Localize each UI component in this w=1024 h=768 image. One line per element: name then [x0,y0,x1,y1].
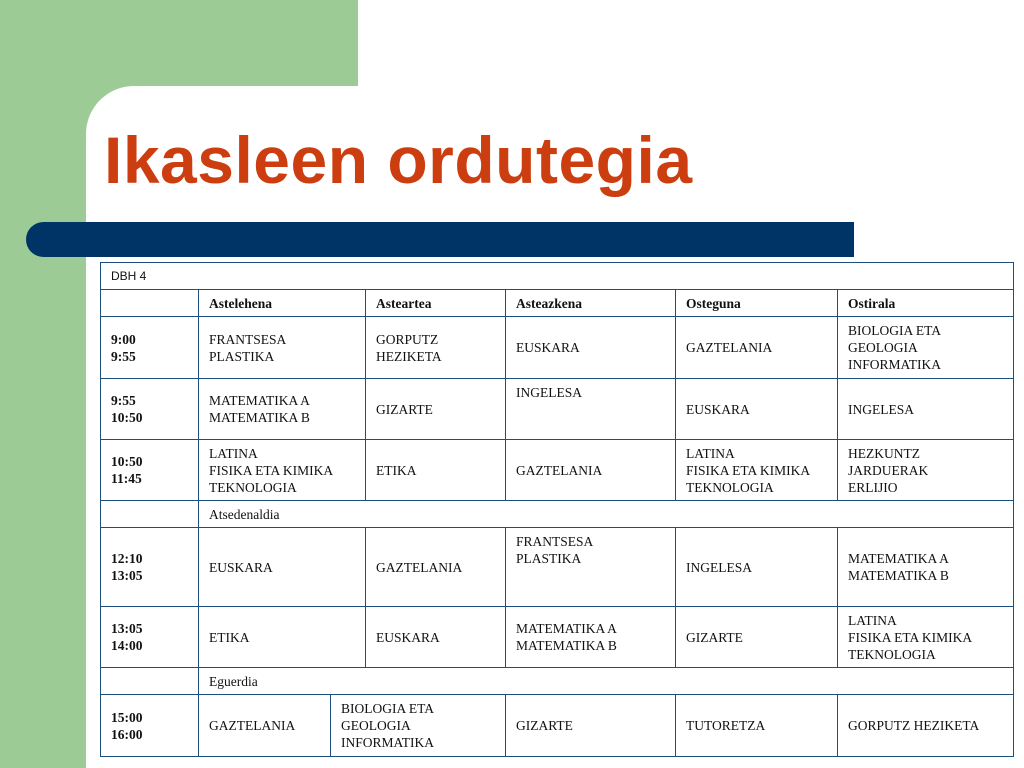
time-cell [101,695,199,757]
cell-line: FRANTSESA [209,331,287,347]
table-row [101,695,1014,757]
subject-cell [199,379,366,440]
cell-line: 16:00 [111,726,143,742]
subject-cell [506,695,676,757]
cell-line: INGELESA [516,385,582,400]
subject-cell [838,317,1014,379]
cell-line: GORPUTZ HEZIKETA [848,718,980,733]
cell-line: LATINA [209,445,258,461]
cell-line: 14:00 [111,638,143,653]
subject-cell [506,607,676,668]
cell-line: EUSKARA [376,629,440,645]
subject-cell [676,695,838,757]
cell-line: GAZTELANIA [376,559,463,575]
title-underline-bar [26,222,854,257]
cell-line: EUSKARA [516,340,580,355]
cell-line: GAZTELANIA [209,718,296,733]
time-cell [101,607,199,668]
time-cell [101,317,199,379]
cell-line: INGELESA [848,401,914,417]
subject-cell [366,607,506,668]
subject-cell [366,440,506,501]
cell-line: 15:00 [111,709,143,725]
cell-line: INFORMATIKA [341,735,435,750]
subject-cell [506,317,676,379]
cell-line: FISIKA ETA KIMIKA [848,629,973,645]
cell-line: LATINA [686,445,735,461]
cell-line: TUTORETZA [686,718,766,733]
grade-row [101,263,1014,290]
day-header: Asteartea [366,290,506,317]
subject-cell [676,607,838,668]
subject-cell [506,379,676,440]
subject-cell [199,528,366,607]
cell-line: EUSKARA [686,401,750,417]
cell-line: GAZTELANIA [686,340,773,355]
cell-line: JARDUERAK [848,462,929,478]
cell-line: 9:55 [111,393,136,408]
break-row [101,501,1014,528]
subject-cell [199,317,366,379]
cell-line: ERLIJIO [848,479,898,495]
cell-line: INGELESA [686,559,752,575]
cell-line: TEKNOLOGIA [686,479,774,495]
cell-line: BIOLOGIA ETA [341,701,435,716]
cell-line: PLASTIKA [209,348,275,364]
subject-cell [676,379,838,440]
cell-line: INFORMATIKA [848,357,942,372]
cell-line: GIZARTE [376,401,433,417]
cell-line: 13:05 [111,568,143,583]
header-empty-cell [101,290,199,317]
cell-line: 9:00 [111,331,136,347]
subject-cell [366,379,506,440]
cell-line: FISIKA ETA KIMIKA [209,462,334,478]
subject-cell [676,440,838,501]
time-cell [101,440,199,501]
cell-line: 9:55 [111,348,136,364]
subject-cell [676,317,838,379]
cell-line: HEZIKETA [376,348,442,364]
day-header: Asteazkena [506,290,676,317]
subject-cell [838,607,1014,668]
cell-line: HEZKUNTZ [848,445,920,461]
cell-line: LATINA [848,612,897,628]
cell-line: MATEMATIKA B [209,410,310,425]
break-empty-cell [101,501,199,528]
cell-line: MATEMATIKA A [516,621,617,636]
table-row [101,607,1014,668]
subject-cell [199,440,366,501]
subject-cell [506,528,676,607]
cell-line: 12:10 [111,551,143,566]
subject-cell [506,440,676,501]
cell-line: 11:45 [111,471,142,486]
day-header: Ostirala [838,290,1014,317]
table-row [101,528,1014,607]
subject-cell [331,695,506,757]
cell-line: GORPUTZ [376,331,439,347]
cell-line: EUSKARA [209,559,273,575]
cell-line: ETIKA [376,462,417,478]
cell-line: GAZTELANIA [516,462,603,478]
day-header: Astelehena [199,290,366,317]
cell-line: GIZARTE [686,629,743,645]
subject-cell [366,317,506,379]
subject-cell [366,528,506,607]
cell-line: BIOLOGIA ETA [848,323,942,338]
cell-line: GEOLOGIA [848,340,918,355]
lunch-label: Eguerdia [199,668,1014,695]
cell-line: TEKNOLOGIA [848,646,936,662]
header-row [101,290,1014,317]
cell-line: GIZARTE [516,718,573,733]
time-cell [101,379,199,440]
cell-line: TEKNOLOGIA [209,479,297,495]
subject-cell [838,528,1014,607]
time-cell [101,528,199,607]
break-label: Atsedenaldia [199,501,1014,528]
subject-cell [838,440,1014,501]
cell-line: 10:50 [111,410,143,425]
subject-cell [199,607,366,668]
cell-line: 10:50 [111,454,143,469]
cell-line: FISIKA ETA KIMIKA [686,462,811,478]
cell-line: MATEMATIKA B [516,638,617,653]
lunch-empty-cell [101,668,199,695]
subject-cell [838,379,1014,440]
schedule-table [100,262,1014,757]
cell-line: ETIKA [209,629,250,645]
subject-cell [199,695,331,757]
slide-title: Ikasleen ordutegia [104,123,693,197]
cell-line: FRANTSESA [516,534,594,549]
cell-line: MATEMATIKA B [848,568,949,583]
cell-line: PLASTIKA [516,551,582,566]
table-row [101,379,1014,440]
cell-line: GEOLOGIA [341,718,411,733]
cell-line: MATEMATIKA A [209,393,310,408]
subject-cell [676,528,838,607]
day-header: Osteguna [676,290,838,317]
table-row [101,440,1014,501]
table-row [101,317,1014,379]
cell-line: 13:05 [111,621,143,636]
cell-line: MATEMATIKA A [848,551,949,566]
lunch-row [101,668,1014,695]
grade-label: DBH 4 [101,263,1014,290]
subject-cell [838,695,1014,757]
